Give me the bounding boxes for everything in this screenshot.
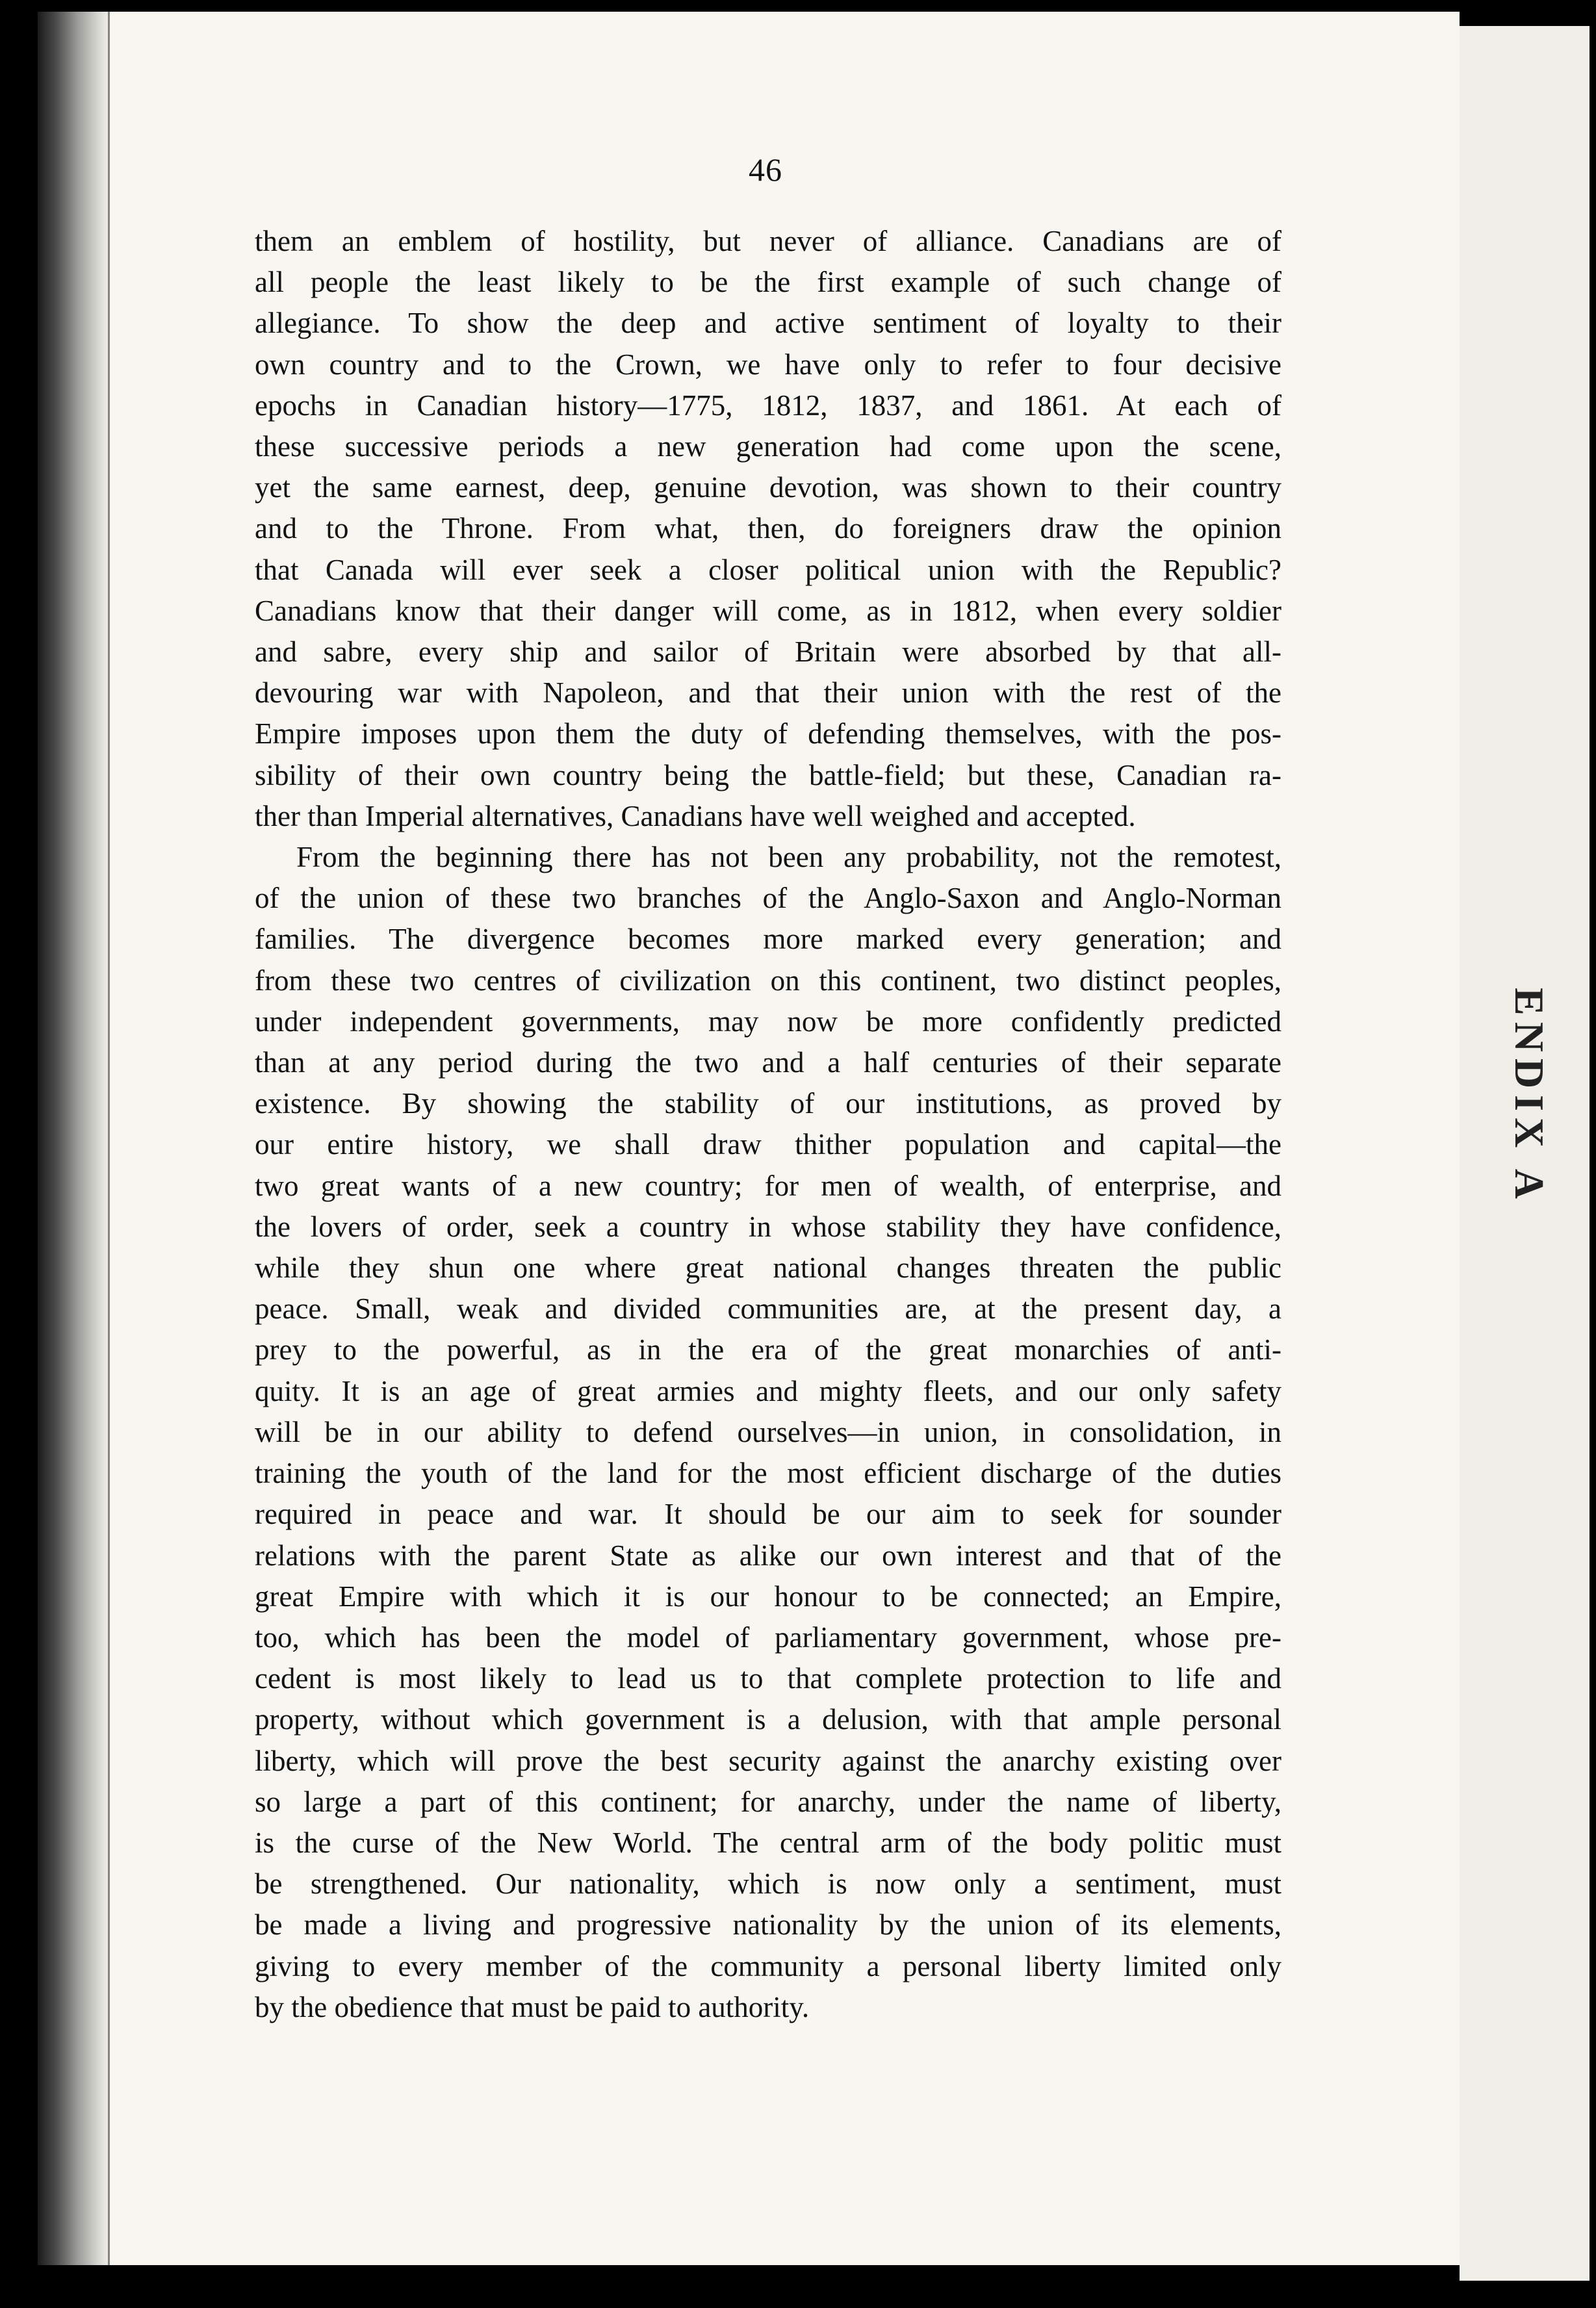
binding-gutter	[38, 12, 109, 2265]
text-line: will be in our ability to defend ourselves—in union, in consolidation, in	[255, 1415, 1281, 1448]
text-line: existence. By showing the stability of our institutions, as proved by	[255, 1087, 1281, 1120]
text-line: these successive periods a new generation had come upon the scene,	[255, 430, 1281, 463]
text-line: of the union of these two branches of the Anglo-Saxon and Anglo-Norman	[255, 882, 1281, 915]
text-line: quity. It is an age of great armies and mighty fleets, and our only safety	[255, 1374, 1281, 1407]
paragraph-2	[255, 837, 1281, 2028]
body-text	[255, 221, 1281, 2028]
text-line: by the obedience that must be paid to authority.	[255, 1990, 810, 2023]
text-line: is the curse of the New World. The central arm of the body politic must	[255, 1826, 1281, 1859]
text-line: two great wants of a new country; for men of wealth, of enterprise, and	[255, 1169, 1281, 1202]
gutter-shadow-line	[108, 12, 110, 2265]
text-line: our entire history, we shall draw thither population and capital—the	[255, 1128, 1281, 1161]
text-line: prey to the powerful, as in the era of the great monarchies of anti-	[255, 1333, 1281, 1366]
text-line: allegiance. To show the deep and active sentiment of loyalty to their	[255, 307, 1281, 340]
text-line: Canadians know that their danger will come, as in 1812, when every soldier	[255, 594, 1281, 627]
text-line: giving to every member of the community a personal liberty limited only	[255, 1949, 1281, 1982]
text-line: while they shun one where great national changes threaten the public	[255, 1251, 1281, 1285]
text-line: cedent is most likely to lead us to that complete protection to life and	[255, 1662, 1281, 1695]
text-line: training the youth of the land for the most efficient discharge of the duties	[255, 1457, 1281, 1490]
page-number: 46	[749, 151, 782, 188]
text-line: too, which has been the model of parliamentary government, whose pre-	[255, 1621, 1281, 1654]
text-line: property, without which government is a delusion, with that ample personal	[255, 1703, 1281, 1736]
text-line: and sabre, every ship and sailor of Britain were absorbed by that all-	[255, 635, 1281, 669]
text-line: than at any period during the two and a half centuries of their separate	[255, 1046, 1281, 1079]
text-line: and to the Throne. From what, then, do foreigners draw the opinion	[255, 512, 1281, 545]
text-line: from these two centres of civilization on this continent, two distinct peoples,	[255, 964, 1281, 997]
text-line: the lovers of order, seek a country in whose stability they have confidence,	[255, 1210, 1281, 1243]
text-line: epochs in Canadian history—1775, 1812, 1837, and 1861. At each of	[255, 389, 1281, 422]
text-line: From the beginning there has not been any probability, not the remotest,	[296, 841, 1281, 874]
text-line: great Empire with which it is our honour to be connected; an Empire,	[255, 1580, 1281, 1613]
text-line: be made a living and progressive nationality by the union of its elements,	[255, 1908, 1281, 1942]
text-line: be strengthened. Our nationality, which is now only a sentiment, must	[255, 1867, 1281, 1901]
text-line: so large a part of this continent; for anarchy, under the name of liberty,	[255, 1785, 1281, 1818]
paragraph-1	[255, 221, 1281, 837]
text-line: that Canada will ever seek a closer political union with the Republic?	[255, 553, 1281, 586]
text-line: all people the least likely to be the first example of such change of	[255, 266, 1281, 299]
text-line: sibility of their own country being the battle-field; but these, Canadian ra-	[255, 758, 1281, 791]
text-line: them an emblem of hostility, but never of alliance. Canadians are of	[255, 225, 1281, 257]
text-line: relations with the parent State as alike our own interest and that of the	[255, 1539, 1281, 1572]
text-line: devouring war with Napoleon, and that their union with the rest of the	[255, 676, 1281, 710]
text-line: under independent governments, may now be more confidently predicted	[255, 1005, 1281, 1038]
text-line: ther than Imperial alternatives, Canadians have well weighed and accepted.	[255, 799, 1136, 832]
text-line: required in peace and war. It should be our aim to seek for sounder	[255, 1498, 1281, 1531]
text-line: own country and to the Crown, we have only to refer to four decisive	[255, 348, 1281, 381]
adjacent-page-running-head: ENDIX A	[1506, 988, 1552, 1205]
text-line: yet the same earnest, deep, genuine devotion, was shown to their country	[255, 471, 1281, 504]
text-line: families. The divergence becomes more marked every generation; and	[255, 923, 1281, 956]
text-line: peace. Small, weak and divided communities are, at the present day, a	[255, 1292, 1281, 1326]
text-line: liberty, which will prove the best security against the anarchy existing over	[255, 1744, 1281, 1777]
text-line: Empire imposes upon them the duty of defending themselves, with the pos-	[255, 717, 1281, 750]
